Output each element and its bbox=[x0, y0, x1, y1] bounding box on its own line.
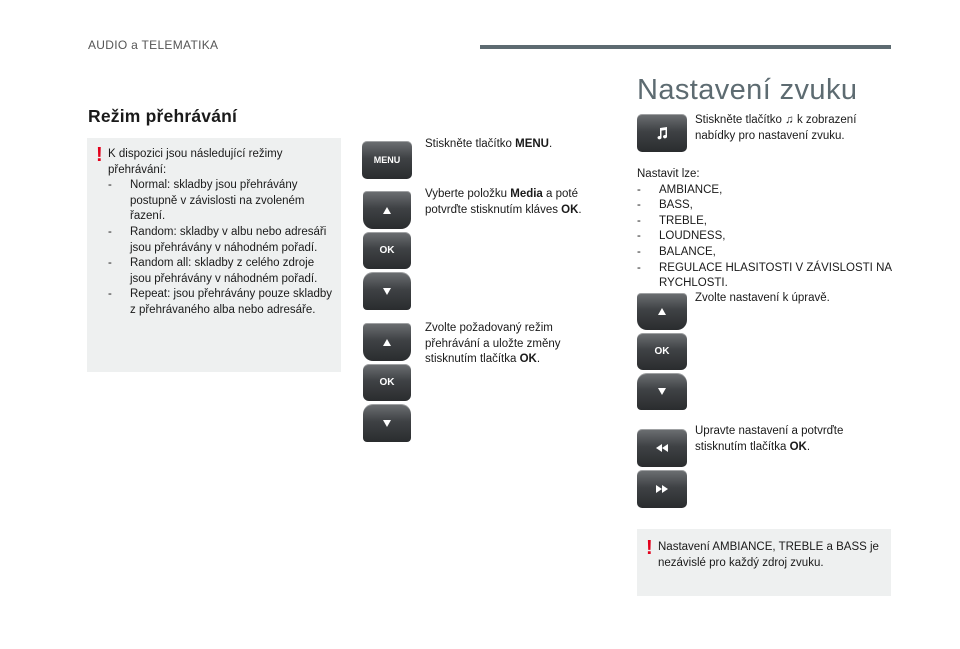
ok-key bbox=[637, 333, 687, 370]
up-key bbox=[363, 191, 411, 229]
ok-key-label: OK bbox=[654, 346, 670, 357]
menu-key bbox=[362, 141, 412, 179]
list-item: - Normal: skladby jsou přehrávány postupně v závislosti na zvoleném řazení. bbox=[108, 178, 338, 225]
playback-modes-intro: K dispozici jsou následující režimy přehrávání: bbox=[108, 148, 283, 176]
adjust-setting-step-text: Upravte nastavení a potvrďte stisknutím tlačítka OK. bbox=[695, 425, 844, 453]
arrow-down-icon bbox=[383, 420, 391, 427]
fast-forward-icon bbox=[656, 485, 668, 493]
media-step-text: Vyberte položku Media a poté potvrďte stisknutím kláves OK. bbox=[425, 188, 582, 216]
list-item: - Random: skladby v albu nebo adresáři jsou přehrávány v náhodném pořadí. bbox=[108, 225, 338, 256]
list-item: - REGULACE HLASITOSTI V ZÁVISLOSTI NA RYCHLOSTI. bbox=[637, 261, 895, 292]
menu-step-text: Stiskněte tlačítko MENU. bbox=[425, 138, 553, 150]
menu-key-label: MENU bbox=[373, 155, 401, 165]
ok-key bbox=[363, 232, 411, 269]
up-key bbox=[637, 293, 687, 330]
down-key bbox=[363, 404, 411, 442]
settings-list-block bbox=[637, 167, 895, 292]
arrow-up-icon bbox=[658, 308, 666, 315]
playback-mode-title: Režim přehrávání bbox=[88, 106, 238, 126]
settings-intro: Nastavit lze: bbox=[637, 168, 700, 180]
ok-key-label: OK bbox=[379, 377, 395, 388]
list-item: - TREBLE, bbox=[637, 214, 895, 230]
header-rule bbox=[480, 45, 891, 49]
list-item: - Repeat: jsou přehrávány pouze skladby z přehrávaného alba nebo adresáře. bbox=[108, 287, 338, 318]
ok-key bbox=[363, 364, 411, 401]
up-key bbox=[363, 323, 411, 361]
music-note-icon bbox=[656, 127, 668, 140]
list-item: - BASS, bbox=[637, 198, 895, 214]
sound-key bbox=[637, 114, 687, 152]
warning-icon: ! bbox=[646, 537, 653, 559]
playback-modes-list bbox=[108, 178, 338, 318]
fast-forward-key bbox=[637, 470, 687, 508]
arrow-down-icon bbox=[383, 288, 391, 295]
music-note-icon: ♫ bbox=[785, 114, 794, 126]
section-header: AUDIO a TELEMATIKA bbox=[88, 38, 219, 52]
list-item: - Random all: skladby z celého zdroje jsou přehrávány v náhodném pořadí. bbox=[108, 256, 338, 287]
down-key bbox=[637, 373, 687, 410]
warning-icon: ! bbox=[96, 144, 103, 166]
playback-modes-text bbox=[108, 147, 338, 319]
rewind-icon bbox=[656, 444, 668, 452]
sound-settings-title: Nastavení zvuku bbox=[637, 74, 858, 106]
settings-list bbox=[637, 183, 895, 292]
list-item: - BALANCE, bbox=[637, 245, 895, 261]
rewind-key bbox=[637, 429, 687, 467]
sound-step-text: Stiskněte tlačítko ♫ k zobrazení nabídky pro nastavení zvuku. bbox=[695, 114, 857, 142]
arrow-up-icon bbox=[383, 207, 391, 214]
arrow-down-icon bbox=[658, 388, 666, 395]
arrow-up-icon bbox=[383, 339, 391, 346]
list-item: - AMBIANCE, bbox=[637, 183, 895, 199]
down-key bbox=[363, 272, 411, 310]
select-setting-step-text: Zvolte nastavení k úpravě. bbox=[695, 292, 830, 304]
ok-key-label: OK bbox=[379, 245, 395, 256]
select-mode-step-text: Zvolte požadovaný režim přehrávání a uložte změny stisknutím tlačítka OK. bbox=[425, 322, 561, 366]
sound-settings-note-text: Nastavení AMBIANCE, TREBLE a BASS je nezávislé pro každý zdroj zvuku. bbox=[658, 541, 879, 569]
list-item: - LOUDNESS, bbox=[637, 229, 895, 245]
